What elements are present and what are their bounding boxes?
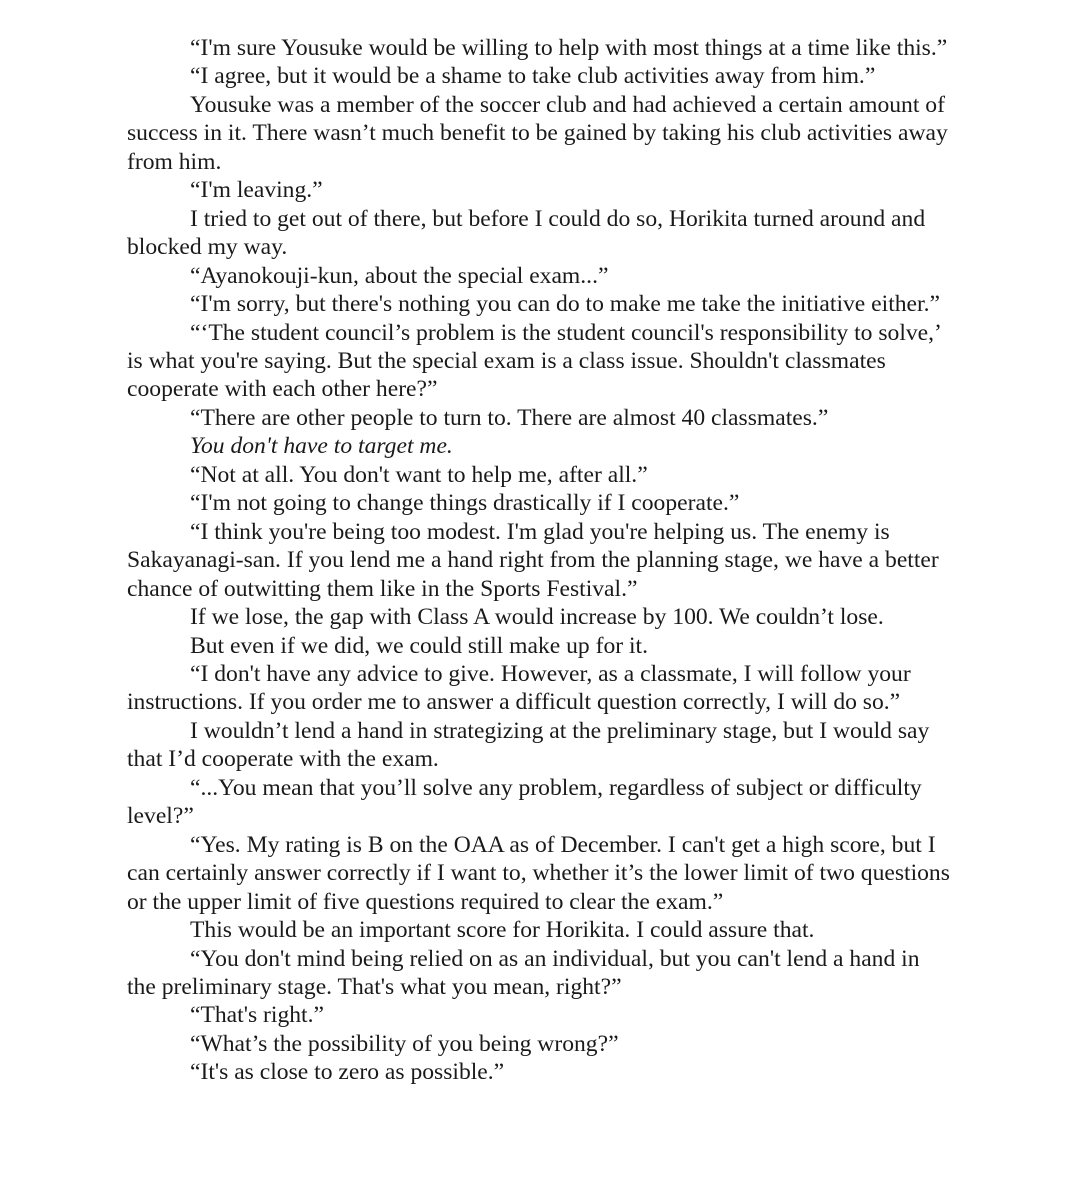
paragraph: I tried to get out of there, but before I could do so, Horikita turned around and blocked my way.	[127, 205, 926, 261]
paragraph-italic-thought: You don't have to target me.	[190, 433, 453, 460]
paragraph: “I'm not going to change things drastically if I cooperate.”	[190, 490, 740, 517]
paragraph: “I'm sorry, but there's nothing you can do to make me take the initiative either.”	[190, 291, 940, 318]
document-page	[127, 34, 953, 1087]
paragraph: “...You mean that you’ll solve any problem, regardless of subject or difficulty level?”	[127, 774, 922, 830]
paragraph: “I'm leaving.”	[190, 177, 323, 204]
paragraph: “Ayanokouji-kun, about the special exam...”	[190, 262, 609, 289]
paragraph: “Yes. My rating is B on the OAA as of December. I can't get a high score, but I can certainly answer correctly if I want to, whether it’s the lower limit of two questions or the upper limit of five questions required to clear the exam.”	[127, 831, 950, 915]
paragraph: “I'm sure Yousuke would be willing to help with most things at a time like this.”	[190, 35, 948, 61]
paragraph: Yousuke was a member of the soccer club and had achieved a certain amount of success in it. There wasn’t much benefit to be gained by taking his club activities away from him.	[127, 91, 948, 175]
paragraph: “I agree, but it would be a shame to take club activities away from him.”	[190, 63, 876, 90]
paragraph: “That's right.”	[190, 1002, 324, 1029]
paragraph: “You don't mind being relied on as an individual, but you can't lend a hand in the preliminary stage. That's what you mean, right?”	[127, 945, 920, 1000]
paragraph: “‘The student council’s problem is the student council's responsibility to solve,’ is what you're saying. But the special exam is a class issue. Shouldn't classmates cooperate with each other here?”	[127, 319, 941, 403]
paragraph: This would be an important score for Horikita. I could assure that.	[190, 917, 815, 944]
paragraph: “It's as close to zero as possible.”	[190, 1059, 505, 1086]
paragraph: “I don't have any advice to give. However, as a classmate, I will follow your instructions. If you order me to answer a difficult question correctly, I will do so.”	[127, 660, 911, 716]
paragraph: “Not at all. You don't want to help me, after all.”	[190, 461, 648, 488]
paragraph: “What’s the possibility of you being wrong?”	[190, 1030, 619, 1057]
paragraph: “There are other people to turn to. There are almost 40 classmates.”	[190, 404, 829, 431]
paragraph: If we lose, the gap with Class A would increase by 100. We couldn’t lose.	[190, 604, 884, 631]
paragraph: But even if we did, we could still make up for it.	[190, 632, 649, 659]
paragraph: I wouldn’t lend a hand in strategizing at the preliminary stage, but I would say that I’d cooperate with the exam.	[127, 717, 930, 773]
paragraph: “I think you're being too modest. I'm glad you're helping us. The enemy is Sakayanagi-san. If you lend me a hand right from the planning stage, we have a better chance of outwitting them like in the Sports Festival.”	[127, 518, 939, 602]
